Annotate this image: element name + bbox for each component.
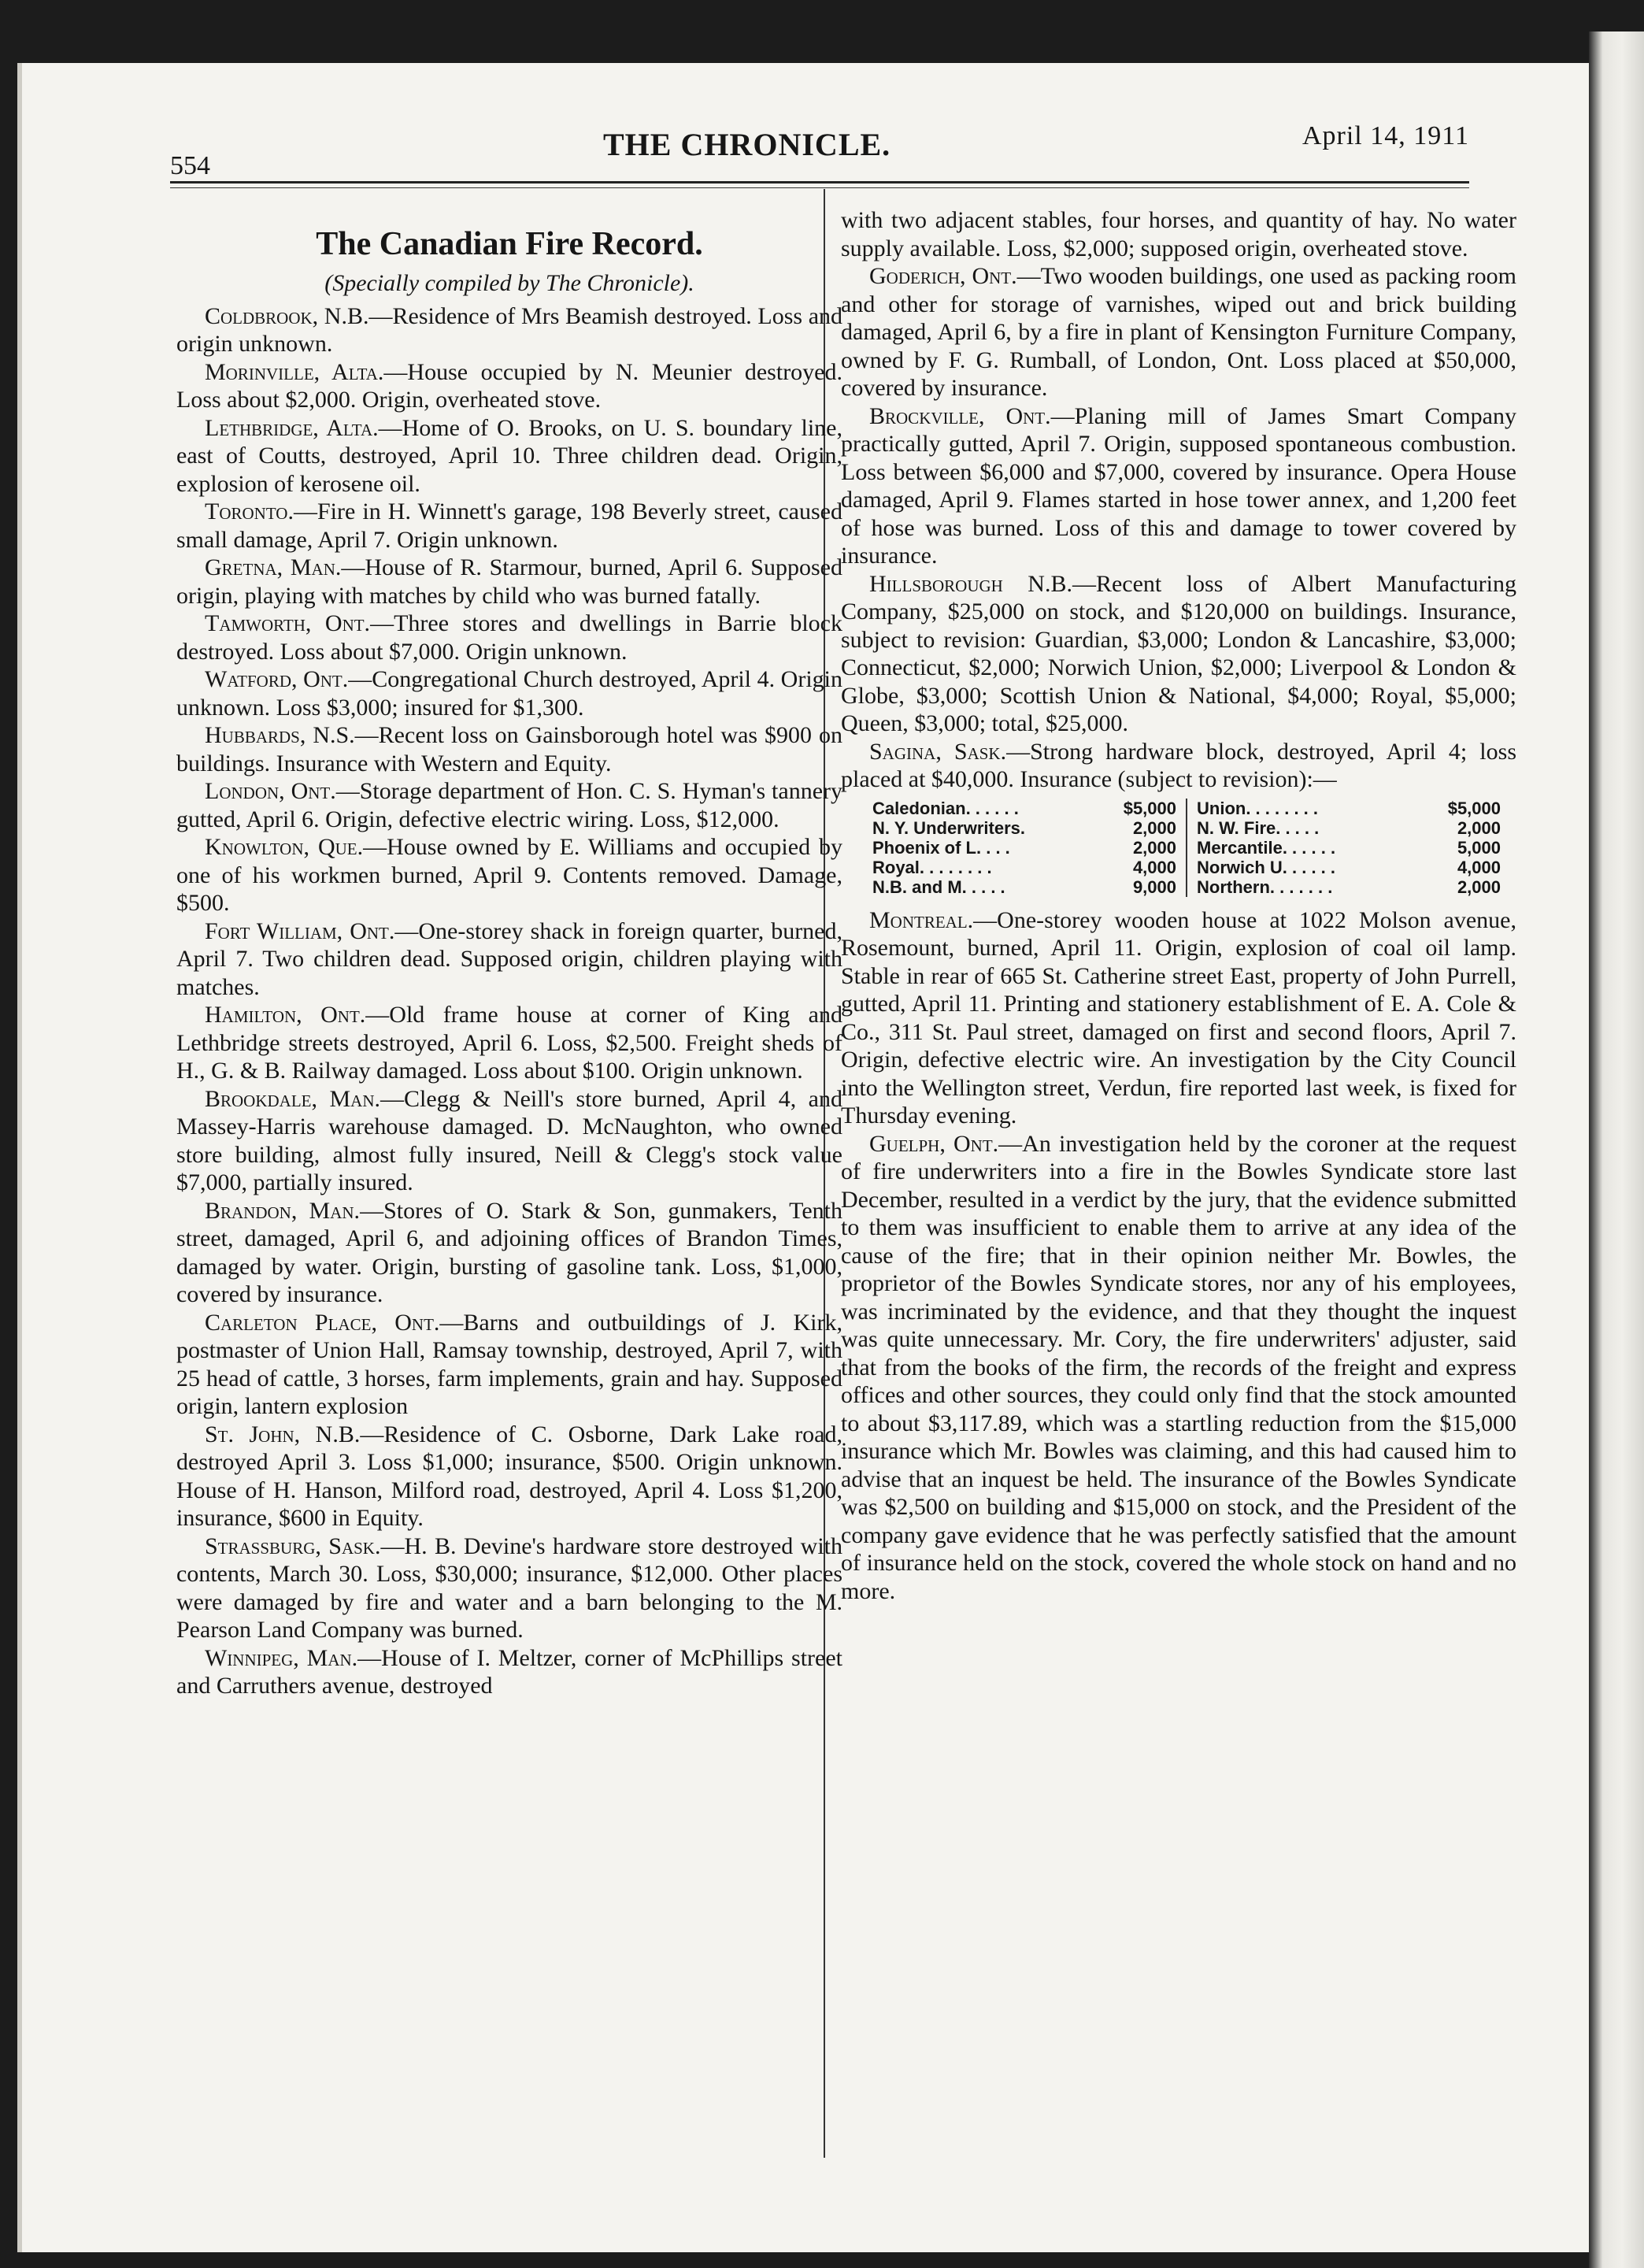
entry-place: Fort William, Ont.: [205, 917, 395, 944]
fire-entry: [176, 777, 842, 833]
insurance-table: [872, 799, 1501, 897]
newspaper-title: THE CHRONICLE.: [603, 127, 891, 162]
insurance-amount: 2,000: [1457, 876, 1501, 897]
insurance-company: Norwich U. . . . . .: [1197, 857, 1336, 877]
header-rule-thin: [170, 187, 1469, 188]
fire-entry: [176, 1197, 842, 1309]
fire-entry: [176, 554, 842, 610]
fire-entry: [176, 498, 842, 554]
insurance-row: [872, 818, 1176, 838]
entry-text: —An investigation held by the coroner at the request of fire underwriters into a fire in the Bowles Syndicate store last December, resulted in a verdict by the jury, that the evidence submitted to them was insufficient to enable them to arrive at any idea of the cause of the fire; that in their opinion neither Mr. Bowles, the proprietor of the Bowles Syndicate stores, nor any of his employees, was incriminated by the evidence, and that they thought the inquest was quite unnecessary. Mr. Cory, the fire underwriters' adjuster, said that from the books of the firm, the records of the freight and express offices and other sources, they could only find that the stock amounted to about $3,117.89, which was a startling reduction from the $15,000 insurance which Mr. Bowles was claiming, and this had caused him to advise that an inquest be held. The insurance of the Bowles Syndicate was $2,500 on building and $15,000 on stock, and the President of the company gave evidence that he was perfectly satisfied that the amount of insurance held on the stock, covered the whole stock on hand and no more.: [841, 1130, 1516, 1604]
article-title: The Canadian Fire Record.: [316, 226, 703, 262]
insurance-row: [1197, 799, 1501, 818]
entry-text: —One-storey shack in foreign quarter, burned, April 7. Two children dead. Supposed origin, children playing with matches.: [176, 917, 843, 1000]
insurance-company: N. Y. Underwriters.: [872, 817, 1025, 838]
entry-text: —Strong hardware block, destroyed, April 4; loss placed at $40,000. Insurance (subject to revision):—: [841, 738, 1516, 792]
entry-text: —House owned by E. Williams and occupied by one of his workmen burned, April 9. Contents removed. Damage, $500.: [176, 834, 843, 916]
entry-text: —Recent loss of Albert Manufacturing Company, $25,000 on stock, and $120,000 on buildings. Insurance, subject to revision: Guardian, $3,000; London & Lancashire, $3,000; Connecticut, $2,000; Norwich Union, $2,000; Liverpool & London & Globe, $3,000; Scottish Union & National, $4,000; Royal, $5,000; Queen, $3,000; total, $25,000.: [841, 570, 1516, 736]
fire-entry: [841, 906, 1516, 1130]
insurance-company: Mercantile. . . . . .: [1197, 837, 1336, 858]
entry-text: —Barns and outbuildings of J. Kirk, postmaster of Union Hall, Ramsay township, destroyed, April 7, with 25 head of cattle, 3 horses, farm implements, grain and hay. Supposed origin, lantern explosion: [176, 1309, 842, 1419]
insurance-company: N.B. and M. . . . .: [872, 876, 1005, 897]
entry-place: Morinville, Alta.: [205, 358, 384, 385]
fire-entry: [176, 302, 842, 358]
entry-place: Watford, Ont.: [205, 666, 349, 692]
insurance-company: Northern. . . . . . .: [1197, 876, 1333, 897]
entry-text: —H. B. Devine's hardware store destroyed with contents, March 30. Loss, $30,000; insurance, $12,000. Other places were damaged by fire and water and a barn belonging to the M. Pearson Land Company was burned.: [176, 1532, 842, 1643]
header-rule: [170, 181, 1469, 183]
insurance-amount: $5,000: [1123, 798, 1176, 818]
insurance-row: [872, 877, 1176, 897]
entry-text: —House of R. Starmour, burned, April 6. Supposed origin, playing with matches by child who was burned fatally.: [176, 554, 842, 609]
fire-entry: [841, 1130, 1516, 1606]
entry-place: Gretna, Man.: [205, 554, 342, 580]
entry-place: St. John, N.B.: [205, 1421, 361, 1447]
insurance-row: [872, 838, 1176, 858]
entry-text: —House of I. Meltzer, corner of McPhillips street and Carruthers avenue, destroyed: [176, 1644, 842, 1699]
entry-place: Tamworth, Ont.: [205, 610, 371, 636]
article-subtitle: (Specially compiled by The Chronicle).: [324, 270, 694, 296]
entry-place: Carleton Place, Ont.: [205, 1309, 440, 1336]
fire-entry: [841, 570, 1516, 738]
insurance-amount: 2,000: [1132, 817, 1176, 838]
right-entries: [841, 262, 1516, 794]
insurance-row: [1197, 858, 1501, 877]
entry-text: —Stores of O. Stark & Son, gunmakers, Tenth street, damaged, April 6, and adjoining offices of Brandon Times, damaged by water. Origin, bursting of gasoline tank. Loss, $1,000, covered by insurance.: [176, 1197, 842, 1307]
entry-place: Hubbards, N.S.: [205, 722, 355, 748]
entry-place: Brockville, Ont.: [869, 402, 1051, 429]
insurance-company: N. W. Fire. . . . .: [1197, 817, 1320, 838]
entry-place: Sagina, Sask.: [869, 738, 1007, 765]
entry-text: —Two wooden buildings, one used as packing room and other for storage of varnishes, wiped out and brick building damaged, April 6, by a fire in plant of Kensington Furniture Company, owned by F. G. Rumball, of London, Ont. Loss placed at $50,000, covered by insurance.: [841, 263, 1516, 401]
insurance-amount: $5,000: [1447, 798, 1501, 818]
entry-place: Winnipeg, Man.: [205, 1644, 358, 1671]
right-entries-after: [841, 906, 1516, 1606]
fire-entry: [841, 402, 1516, 570]
entry-text: —One-storey wooden house at 1022 Molson avenue, Rosemount, burned, April 11. Origin, explosion of coal oil lamp. Stable in rear of 665 St. Catherine street East, property of John Purrell, gutted, April 11. Printing and stationery establishment of E. A. Cole & Co., 311 St. Paul street, damaged on first and second floors, April 7. Origin, defective electric wire. An investigation by the City Council into the Wellington street, Verdun, fire reported last week, is fixed for Thursday evening.: [841, 906, 1516, 1128]
insurance-row: [872, 799, 1176, 818]
entry-text: —House occupied by N. Meunier destroyed. Loss about $2,000. Origin, overheated stove.: [176, 358, 842, 413]
insurance-row: [1197, 818, 1501, 838]
entry-place: Brookdale, Man.: [205, 1085, 380, 1112]
fire-entry: [176, 665, 842, 721]
insurance-row: [1197, 838, 1501, 858]
page-header: [154, 65, 1469, 180]
entry-text: —Planing mill of James Smart Company practically gutted, April 7. Origin, supposed spontaneous combustion. Loss between $6,000 and $7,000, covered by insurance. Opera House damaged, April 9. Flames started in hose tower annex, and 1,200 feet of hose was burned. Loss of this and damage to tower covered by insurance.: [841, 402, 1516, 569]
insurance-amount: 9,000: [1132, 876, 1176, 897]
entry-place: Guelph, Ont.: [869, 1130, 999, 1157]
insurance-company: Royal. . . . . . . .: [872, 857, 992, 877]
entry-text: —Home of O. Brooks, on U. S. boundary line, east of Coutts, destroyed, April 10. Three children dead. Origin, explosion of kerosene oil.: [176, 414, 842, 497]
entry-text: —Clegg & Neill's store burned, April 4, and Massey-Harris warehouse damaged. D. McNaughton, who owned store building, almost fully insured, Neill & Clegg's stock value $7,000, partially insured.: [176, 1085, 842, 1195]
entry-text: —Old frame house at corner of King and Lethbridge streets destroyed, April 6. Loss, $2,500. Freight sheds of H., G. & B. Railway damaged. Loss about $100. Origin unknown.: [176, 1002, 842, 1084]
continued-entry: with two adjacent stables, four horses, and quantity of hay. No water supply available. Loss, $2,000; supposed origin, overheated stove.: [841, 207, 1516, 261]
entry-text: —Fire in H. Winnett's garage, 198 Beverly street, caused small damage, April 7. Origin unknown.: [176, 498, 842, 553]
entry-place: London, Ont.: [205, 778, 336, 804]
issue-date: April 14, 1911: [1302, 121, 1469, 150]
insurance-company: Caledonian. . . . . .: [872, 798, 1019, 818]
left-column: [176, 211, 842, 1700]
entry-place: Strassburg, Sask.: [205, 1532, 381, 1559]
entry-text: —Congregational Church destroyed, April 4. Origin unknown. Loss $3,000; insured for $1,300.: [176, 666, 842, 721]
fire-entry: [176, 721, 842, 777]
page-number: 554: [170, 151, 210, 180]
entry-place: Coldbrook, N.B.: [205, 302, 369, 329]
entry-place: Brandon, Man.: [205, 1197, 361, 1224]
entry-place: Hamilton, Ont.: [205, 1002, 366, 1028]
entry-place: Toronto.: [205, 498, 294, 524]
entry-text: —Residence of C. Osborne, Dark Lake road, destroyed April 3. Loss $1,000; insurance, $500. Origin unknown. House of H. Hanson, Milford road, destroyed, April 4. Loss $1,200, insurance, $600 in Equity.: [176, 1421, 842, 1531]
insurance-table-right: [1197, 799, 1501, 897]
fire-entry: [176, 917, 842, 1002]
entry-place: Knowlton, Que.: [205, 834, 364, 860]
left-entries: [176, 302, 842, 1700]
insurance-amount: 2,000: [1132, 837, 1176, 858]
fire-entry: [176, 414, 842, 498]
fire-entry: [176, 1085, 842, 1197]
fire-entry: [841, 738, 1516, 794]
entry-place: Goderich, Ont.: [869, 263, 1017, 289]
insurance-amount: 4,000: [1132, 857, 1176, 877]
entry-text: —Recent loss on Gainsborough hotel was $900 on buildings. Insurance with Western and Equity.: [176, 722, 842, 776]
entry-place: Hillsborough N.B.: [869, 570, 1072, 597]
fire-entry: [176, 1421, 842, 1532]
insurance-amount: 4,000: [1457, 857, 1501, 877]
insurance-amount: 5,000: [1457, 837, 1501, 858]
fire-entry: [176, 1001, 842, 1085]
fire-entry: [176, 1644, 842, 1700]
insurance-row: [872, 858, 1176, 877]
fire-entry: [176, 610, 842, 665]
fire-entry: [176, 833, 842, 917]
entry-place: Montreal.: [869, 906, 974, 933]
insurance-company: Phoenix of L. . . .: [872, 837, 1010, 858]
fire-entry: [841, 262, 1516, 402]
entry-text: —Residence of Mrs Beamish destroyed. Loss and origin unknown.: [176, 302, 843, 357]
insurance-row: [1197, 877, 1501, 897]
fire-entry: [176, 1309, 842, 1421]
fire-entry: [176, 1532, 842, 1644]
insurance-company: Union. . . . . . . .: [1197, 798, 1318, 818]
entry-place: Lethbridge, Alta.: [205, 414, 379, 441]
entry-text: —Three stores and dwellings in Barrie block destroyed. Loss about $7,000. Origin unknown.: [176, 610, 842, 665]
insurance-amount: 2,000: [1457, 817, 1501, 838]
entry-text: —Storage department of Hon. C. S. Hyman's tannery gutted, April 6. Origin, defective electric wiring. Loss, $12,000.: [176, 778, 842, 832]
right-column: [841, 206, 1516, 1605]
fire-entry: [176, 358, 842, 414]
insurance-table-left: [872, 799, 1187, 897]
book-spine: [1589, 32, 1644, 2268]
